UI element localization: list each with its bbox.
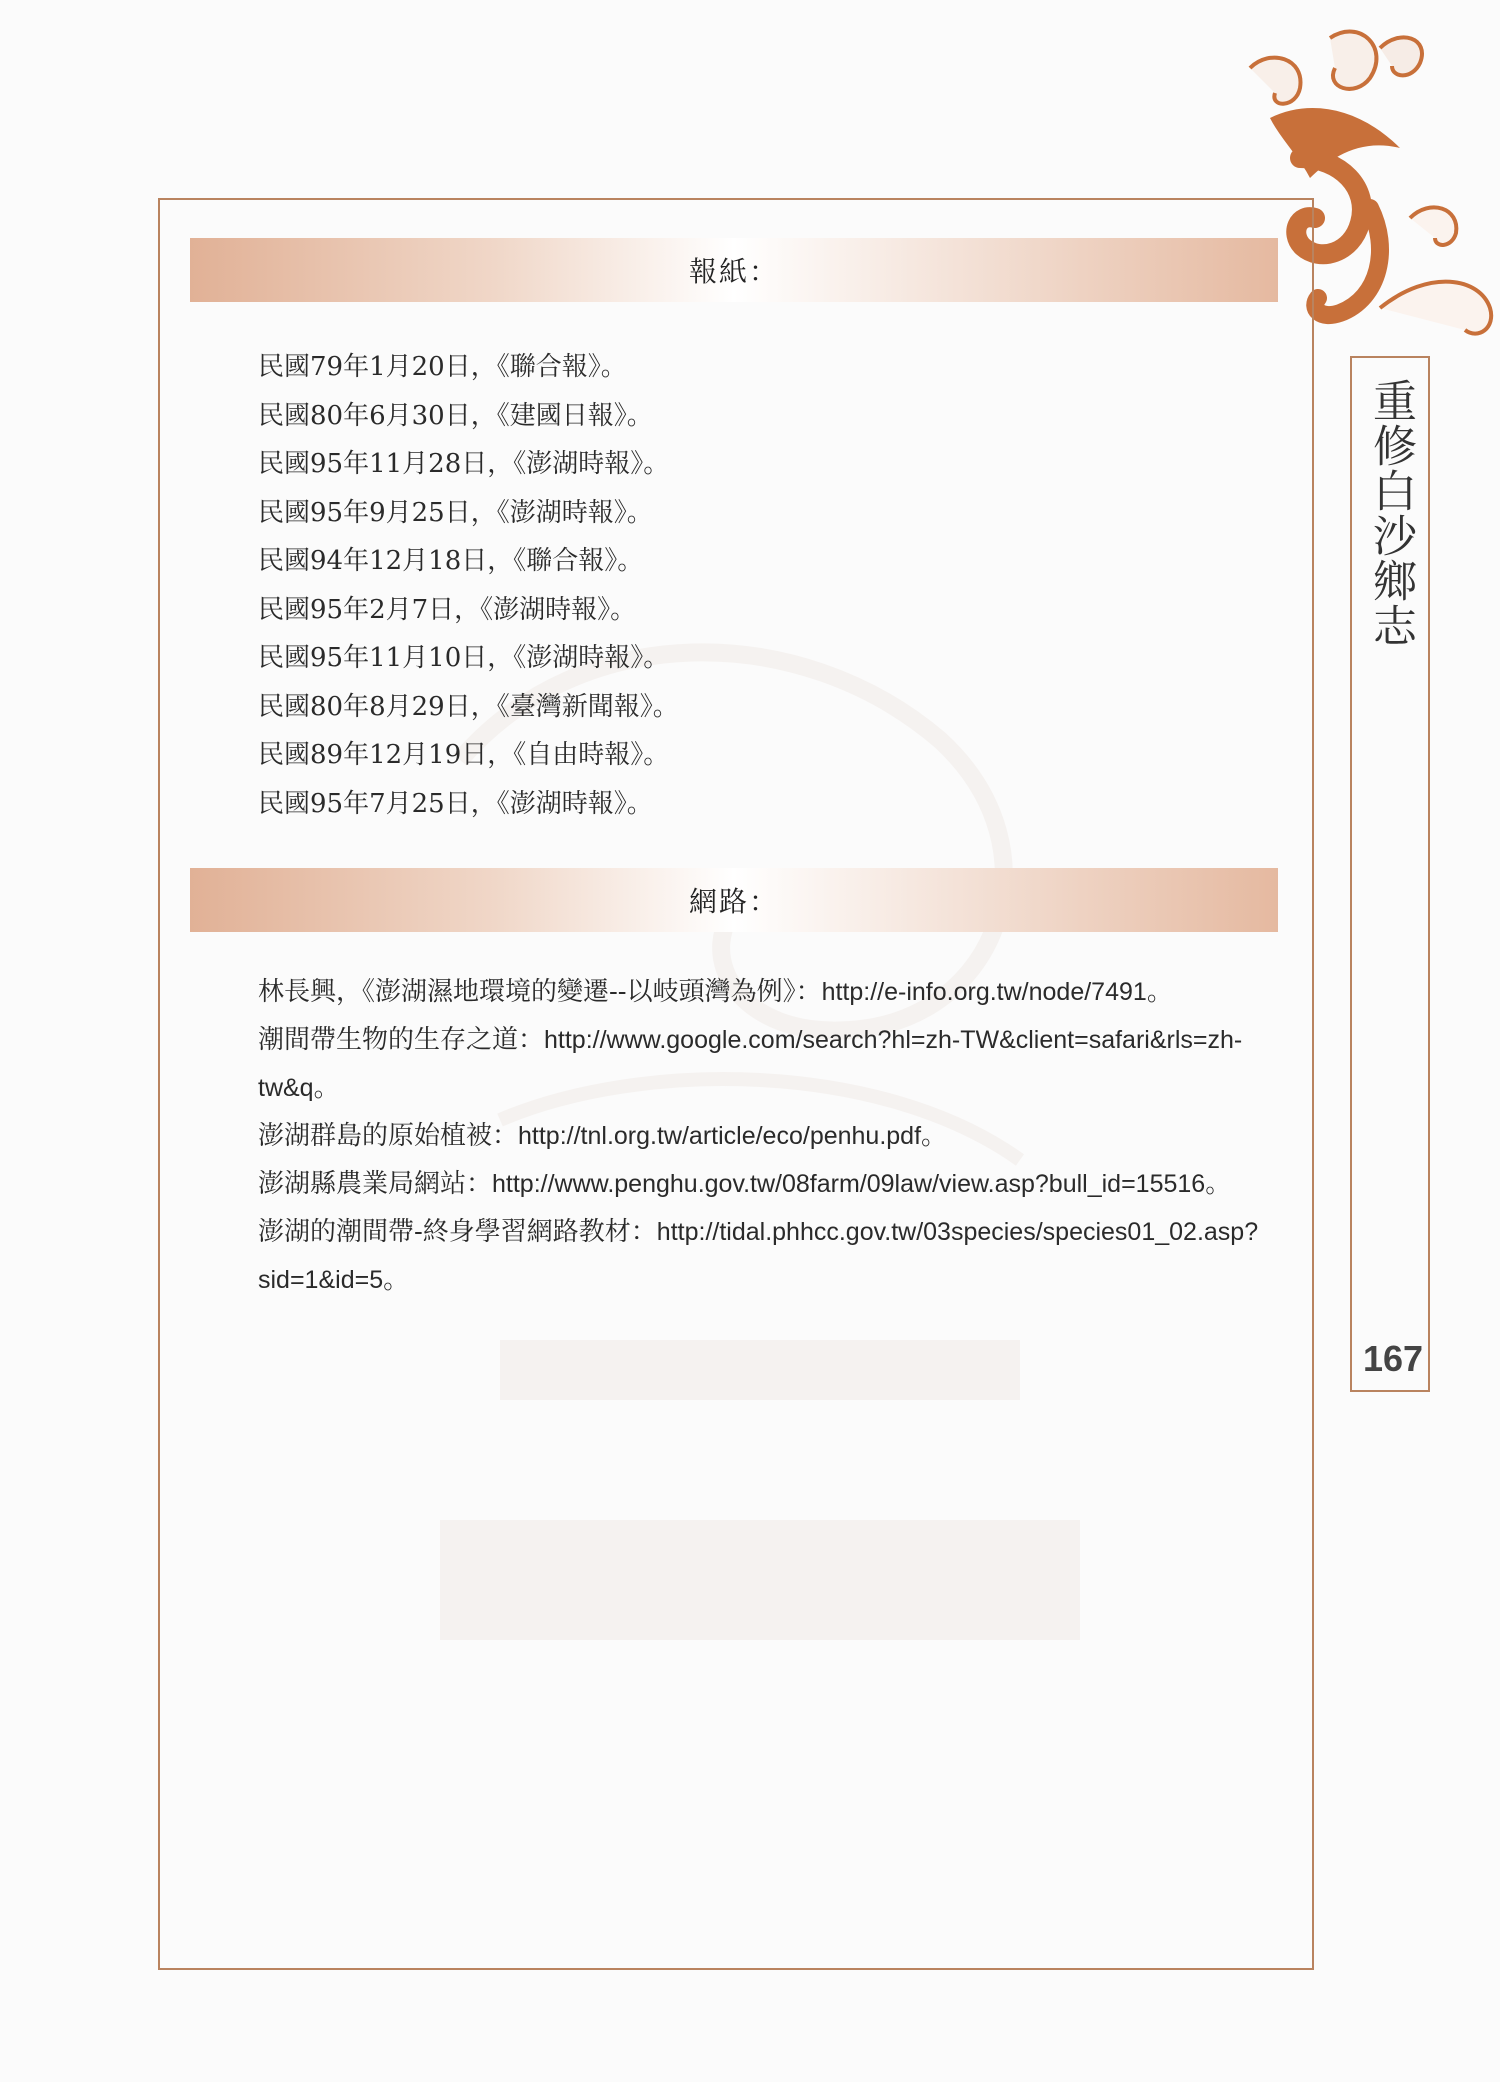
internet-entry-end: 。	[383, 1265, 410, 1295]
newspaper-section-bar	[190, 238, 1278, 302]
internet-entry	[258, 1016, 1288, 1112]
newspaper-entry: 民國79年1月20日，《聯合報》。	[258, 352, 627, 382]
newspaper-reference-list	[258, 343, 679, 828]
internet-entry-end: 。	[313, 1073, 340, 1103]
internet-entry-url[interactable]: http://www.penghu.gov.tw/08farm/09law/view.asp?bull_id=15516	[492, 1170, 1206, 1198]
newspaper-entry: 民國80年8月29日，《臺灣新聞報》。	[258, 691, 679, 722]
page-number: 167	[1362, 1338, 1424, 1379]
book-title-box	[1350, 356, 1430, 1392]
internet-entry-url[interactable]: http://e-info.org.tw/node/7491	[821, 978, 1147, 1006]
internet-section-bar	[190, 868, 1278, 932]
internet-entry	[258, 1208, 1288, 1304]
newspaper-entry: 民國95年2月7日，《澎湖時報》。	[258, 594, 637, 625]
internet-entry-label: 澎湖縣農業局網站：	[258, 1169, 493, 1199]
internet-entry-url[interactable]: http://www.google.com/search?hl=zh-TW&client=safari&rls=zh-tw&q	[258, 1026, 1243, 1102]
book-title: 重修白沙鄉志	[1365, 378, 1416, 648]
newspaper-entry: 民國80年6月30日，《建國日報》。	[258, 400, 653, 431]
newspaper-entry: 民國89年12月19日，《自由時報》。	[258, 740, 670, 770]
internet-entry	[258, 968, 1288, 1016]
internet-entry-url[interactable]: http://tidal.phhcc.gov.tw/03species/species01_02.asp?sid=1&id=5	[258, 1218, 1259, 1294]
internet-entry-label: 澎湖群島的原始植被：	[258, 1121, 519, 1151]
internet-reference-list	[258, 968, 1288, 1304]
newspaper-entry: 民國94年12月18日，《聯合報》。	[258, 546, 644, 576]
internet-entry-end: 。	[1146, 977, 1173, 1007]
internet-entry-label: 潮間帶生物的生存之道：	[258, 1025, 545, 1055]
internet-entry	[258, 1160, 1288, 1208]
newspaper-entry: 民國95年11月28日，《澎湖時報》。	[258, 449, 670, 479]
internet-entry-label: 林長興，《澎湖濕地環境的變遷--以岐頭灣為例》：	[258, 977, 822, 1007]
internet-entry-label: 澎湖的潮間帶-終身學習網路教材：	[258, 1217, 657, 1247]
internet-entry	[258, 1112, 1288, 1160]
newspaper-entry: 民國95年7月25日，《澎湖時報》。	[258, 788, 653, 819]
internet-entry-end: 。	[1205, 1169, 1232, 1199]
internet-entry-end: 。	[921, 1121, 948, 1151]
newspaper-entry: 民國95年9月25日，《澎湖時報》。	[258, 497, 653, 528]
newspaper-section-heading: 報紙：	[688, 255, 779, 288]
internet-entry-url[interactable]: http://tnl.org.tw/article/eco/penhu.pdf	[518, 1122, 922, 1150]
internet-section-heading: 網路：	[688, 885, 779, 918]
newspaper-entry: 民國95年11月10日，《澎湖時報》。	[258, 643, 670, 673]
